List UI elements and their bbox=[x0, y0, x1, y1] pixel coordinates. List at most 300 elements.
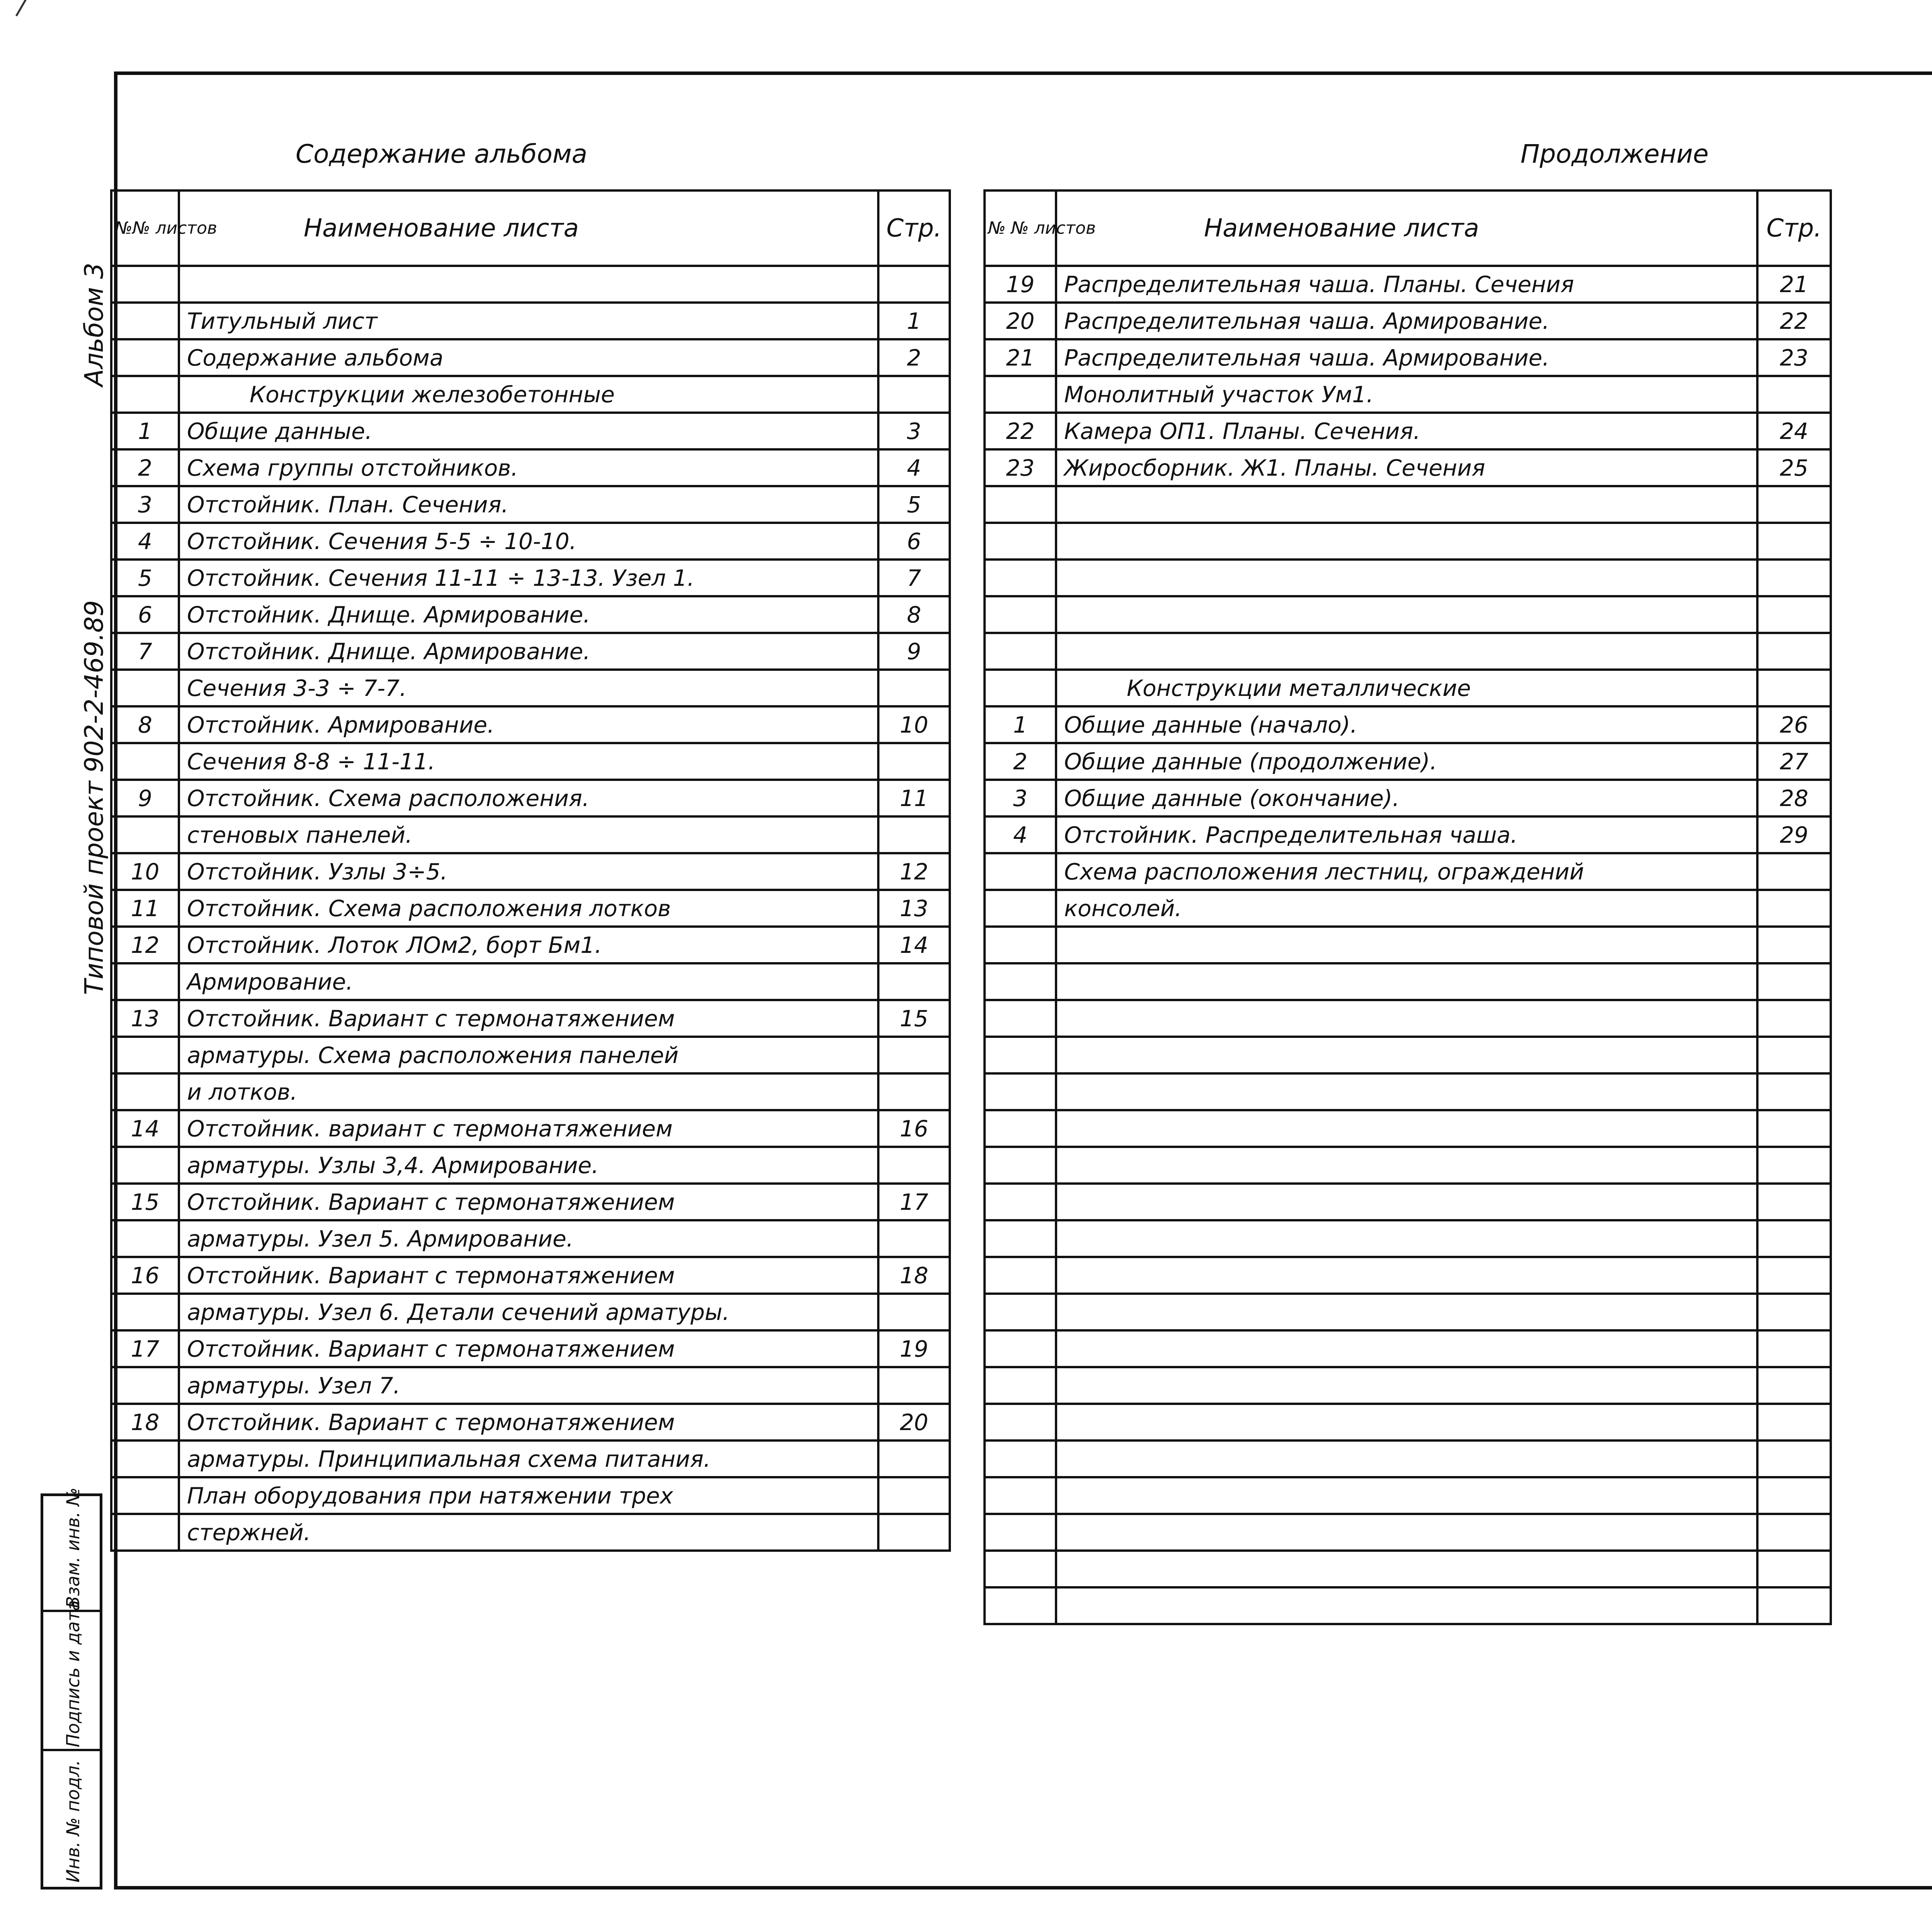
sheet-name-cell: Схема группы отстойников. bbox=[179, 449, 878, 486]
sheet-number-cell: 13 bbox=[111, 1000, 179, 1037]
page-number-cell bbox=[1757, 1294, 1831, 1330]
stamp-cell-replacement bbox=[43, 1487, 100, 1612]
table-row bbox=[985, 1551, 1831, 1587]
sheet-name-cell: арматуры. Схема расположения панелей bbox=[179, 1037, 878, 1073]
sheet-number-cell: 14 bbox=[111, 1110, 179, 1147]
page-number-cell bbox=[878, 743, 950, 780]
sheet-name-cell: Сечения 3-3 ÷ 7-7. bbox=[179, 670, 878, 706]
sheet-name-cell bbox=[1056, 596, 1757, 633]
sheet-name-cell: Отстойник. Вариант с термонатяжением bbox=[179, 1257, 878, 1294]
page-number-cell: 16 bbox=[878, 1110, 950, 1147]
sheet-number-cell: 20 bbox=[985, 303, 1056, 339]
sheet-number-cell bbox=[111, 1037, 179, 1073]
table-row bbox=[111, 853, 950, 890]
page-number-cell bbox=[878, 376, 950, 413]
sheet-number-cell bbox=[985, 1073, 1056, 1110]
table-row bbox=[111, 1220, 950, 1257]
page-number-cell: 6 bbox=[878, 523, 950, 560]
sheet-number-cell bbox=[985, 1330, 1056, 1367]
page-number-cell: 8 bbox=[878, 596, 950, 633]
sheet-number-cell: 21 bbox=[985, 339, 1056, 376]
table-row bbox=[985, 1404, 1831, 1440]
table-row bbox=[985, 1000, 1831, 1037]
sheet-name-cell: арматуры. Узлы 3,4. Армирование. bbox=[179, 1147, 878, 1184]
page-number-cell: 12 bbox=[878, 853, 950, 890]
page-number-cell bbox=[1757, 890, 1831, 927]
sheet-name-cell bbox=[1056, 1404, 1757, 1440]
sheet-number-cell bbox=[985, 523, 1056, 560]
sheet-name-cell: Отстойник. Вариант с термонатяжением bbox=[179, 1000, 878, 1037]
sheet-name-cell bbox=[1056, 1551, 1757, 1587]
sheet-number-cell bbox=[985, 596, 1056, 633]
sheet-number-cell bbox=[111, 743, 179, 780]
table-row bbox=[985, 339, 1831, 376]
sheet-name-cell bbox=[1056, 1073, 1757, 1110]
sheet-number-cell bbox=[111, 1073, 179, 1110]
table-row bbox=[985, 303, 1831, 339]
page-number-cell bbox=[1757, 1037, 1831, 1073]
sheet-name-cell bbox=[1056, 1330, 1757, 1367]
sheet-name-cell bbox=[1056, 1294, 1757, 1330]
page-number-cell bbox=[1757, 1551, 1831, 1587]
page-number-cell bbox=[1757, 1404, 1831, 1440]
table-row bbox=[111, 780, 950, 816]
sheet-name-cell: стеновых панелей. bbox=[179, 816, 878, 853]
sheet-number-cell: 4 bbox=[111, 523, 179, 560]
sheet-name-cell: Отстойник. Схема расположения лотков bbox=[179, 890, 878, 927]
sheet-number-cell bbox=[985, 1110, 1056, 1147]
page-number-cell bbox=[878, 1073, 950, 1110]
page-number-cell: 23 bbox=[1757, 339, 1831, 376]
table-row bbox=[111, 1514, 950, 1551]
page-number-cell: 29 bbox=[1757, 816, 1831, 853]
sheet-name-cell bbox=[1056, 1587, 1757, 1624]
sheet-number-cell bbox=[111, 1514, 179, 1551]
sheet-number-cell bbox=[985, 890, 1056, 927]
table-row bbox=[985, 1440, 1831, 1477]
sheet-number-cell bbox=[111, 1220, 179, 1257]
sheet-name-cell: Отстойник. Лоток ЛОм2, борт Бм1. bbox=[179, 927, 878, 963]
table-row bbox=[111, 816, 950, 853]
page-number-cell: 17 bbox=[878, 1184, 950, 1220]
sheet-number-cell: 17 bbox=[111, 1330, 179, 1367]
table-row bbox=[111, 890, 950, 927]
sheet-name-cell: арматуры. Узел 7. bbox=[179, 1367, 878, 1404]
sheet-number-cell bbox=[985, 1587, 1056, 1624]
page-number-cell bbox=[1757, 1257, 1831, 1294]
table-row bbox=[111, 413, 950, 449]
sheet-name-cell: Общие данные (начало). bbox=[1056, 706, 1757, 743]
page-number-cell bbox=[1757, 1220, 1831, 1257]
sheet-name-cell: Распределительная чаша. Армирование. bbox=[1056, 339, 1757, 376]
sheet-number-cell: 22 bbox=[985, 413, 1056, 449]
table-row bbox=[111, 1404, 950, 1440]
sheet-name-cell: Отстойник. Узлы 3÷5. bbox=[179, 853, 878, 890]
page-number-cell bbox=[1757, 1110, 1831, 1147]
page-number-cell bbox=[1757, 560, 1831, 596]
sheet-name-cell: Отстойник. вариант с термонатяжением bbox=[179, 1110, 878, 1147]
table-row bbox=[985, 780, 1831, 816]
right-table-title: Продолжение bbox=[1520, 139, 1709, 169]
table-row bbox=[985, 1147, 1831, 1184]
table-row bbox=[985, 706, 1831, 743]
page-number-cell: 27 bbox=[1757, 743, 1831, 780]
sheet-number-cell bbox=[985, 1037, 1056, 1073]
table-row bbox=[985, 266, 1831, 303]
table-row bbox=[111, 1257, 950, 1294]
sheet-number-cell: 11 bbox=[111, 890, 179, 927]
sheet-name-cell: арматуры. Узел 6. Детали сечений арматуры. bbox=[179, 1294, 878, 1330]
table-row bbox=[111, 1294, 950, 1330]
table-row bbox=[985, 596, 1831, 633]
table-row bbox=[985, 816, 1831, 853]
right-header-name: Наименование листа bbox=[1056, 190, 1757, 266]
table-row bbox=[985, 560, 1831, 596]
table-row bbox=[985, 927, 1831, 963]
sheet-name-cell: Распределительная чаша. Армирование. bbox=[1056, 303, 1757, 339]
sheet-number-cell bbox=[111, 266, 179, 303]
sheet-number-cell bbox=[985, 1404, 1056, 1440]
page-number-cell bbox=[878, 1477, 950, 1514]
sheet-number-cell: 3 bbox=[111, 486, 179, 523]
sheet-number-cell bbox=[111, 1147, 179, 1184]
page-number-cell: 24 bbox=[1757, 413, 1831, 449]
sheet-name-cell bbox=[1056, 1514, 1757, 1551]
sheet-number-cell bbox=[111, 1367, 179, 1404]
left-contents-table bbox=[110, 189, 951, 1552]
sheet-name-cell: Отстойник. Днище. Армирование. bbox=[179, 633, 878, 670]
table-row bbox=[111, 706, 950, 743]
sheet-name-cell: Отстойник. Сечения 5-5 ÷ 10-10. bbox=[179, 523, 878, 560]
page-number-cell: 2 bbox=[878, 339, 950, 376]
sheet-number-cell: 3 bbox=[985, 780, 1056, 816]
sheet-name-cell: Распределительная чаша. Планы. Сечения bbox=[1056, 266, 1757, 303]
sheet-number-cell bbox=[111, 1294, 179, 1330]
right-header-page: Стр. bbox=[1757, 190, 1831, 266]
table-row bbox=[111, 963, 950, 1000]
table-row bbox=[985, 1037, 1831, 1073]
left-header-page: Стр. bbox=[878, 190, 950, 266]
table-row bbox=[111, 1037, 950, 1073]
sheet-number-cell bbox=[985, 1367, 1056, 1404]
sheet-name-cell bbox=[1056, 1257, 1757, 1294]
sheet-name-cell bbox=[1056, 1220, 1757, 1257]
page-number-cell bbox=[1757, 1073, 1831, 1110]
stamp-cell-signature bbox=[43, 1600, 100, 1751]
table-row bbox=[111, 449, 950, 486]
sheet-number-cell bbox=[985, 1000, 1056, 1037]
sheet-number-cell: 15 bbox=[111, 1184, 179, 1220]
sheet-name-cell: Камера ОП1. Планы. Сечения. bbox=[1056, 413, 1757, 449]
corner-mark bbox=[15, 0, 31, 17]
sheet-number-cell: 1 bbox=[985, 706, 1056, 743]
sheet-name-cell bbox=[1056, 927, 1757, 963]
sheet-name-cell: Отстойник. Сечения 11-11 ÷ 13-13. Узел 1. bbox=[179, 560, 878, 596]
left-header-num: №№ листов bbox=[111, 190, 179, 266]
table-row bbox=[985, 376, 1831, 413]
page-number-cell bbox=[878, 1440, 950, 1477]
sheet-number-cell bbox=[985, 1184, 1056, 1220]
sheet-number-cell bbox=[985, 633, 1056, 670]
page-number-cell bbox=[1757, 1587, 1831, 1624]
table-row bbox=[111, 743, 950, 780]
sheet-name-cell bbox=[1056, 560, 1757, 596]
sheet-number-cell bbox=[985, 927, 1056, 963]
page-number-cell bbox=[878, 1147, 950, 1184]
sheet-name-cell bbox=[1056, 1037, 1757, 1073]
sheet-name-cell bbox=[1056, 1000, 1757, 1037]
sheet-number-cell bbox=[985, 963, 1056, 1000]
page-number-cell bbox=[878, 1294, 950, 1330]
sheet-name-cell: Общие данные (окончание). bbox=[1056, 780, 1757, 816]
page-number-cell bbox=[878, 266, 950, 303]
table-row bbox=[985, 1367, 1831, 1404]
sheet-number-cell bbox=[111, 376, 179, 413]
stamp-cell-inventory bbox=[43, 1751, 100, 1887]
sheet-number-cell: 23 bbox=[985, 449, 1056, 486]
table-row bbox=[985, 1514, 1831, 1551]
sheet-number-cell bbox=[985, 1147, 1056, 1184]
sheet-number-cell: 18 bbox=[111, 1404, 179, 1440]
stamp-label-inventory: Инв. № подл. bbox=[63, 1760, 83, 1883]
table-row bbox=[111, 927, 950, 963]
sheet-number-cell bbox=[985, 1477, 1056, 1514]
sheet-name-cell: Схема расположения лестниц, ограждений bbox=[1056, 853, 1757, 890]
table-row bbox=[111, 1073, 950, 1110]
right-contents-table bbox=[983, 189, 1832, 1625]
page-number-cell bbox=[1757, 1514, 1831, 1551]
left-header-name: Наименование листа bbox=[179, 190, 878, 266]
sheet-number-cell bbox=[111, 339, 179, 376]
page-number-cell: 15 bbox=[878, 1000, 950, 1037]
page-number-cell: 13 bbox=[878, 890, 950, 927]
table-row bbox=[111, 1330, 950, 1367]
sheet-name-cell: Конструкции железобетонные bbox=[179, 376, 878, 413]
sheet-number-cell: 1 bbox=[111, 413, 179, 449]
table-row bbox=[985, 1110, 1831, 1147]
table-row bbox=[985, 1073, 1831, 1110]
sheet-number-cell bbox=[985, 1514, 1056, 1551]
table-row bbox=[985, 890, 1831, 927]
sheet-name-cell: Отстойник. Вариант с термонатяжением bbox=[179, 1184, 878, 1220]
sheet-name-cell: арматуры. Принципиальная схема питания. bbox=[179, 1440, 878, 1477]
page-number-cell bbox=[1757, 963, 1831, 1000]
table-row bbox=[111, 1440, 950, 1477]
sheet-name-cell: арматуры. Узел 5. Армирование. bbox=[179, 1220, 878, 1257]
sheet-number-cell: 5 bbox=[111, 560, 179, 596]
project-label: Типовой проект 902-2-469.89 bbox=[79, 600, 109, 995]
sheet-name-cell: Отстойник. Армирование. bbox=[179, 706, 878, 743]
sheet-name-cell: Жиросборник. Ж1. Планы. Сечения bbox=[1056, 449, 1757, 486]
side-stamp bbox=[41, 1487, 102, 1889]
table-row bbox=[985, 1330, 1831, 1367]
sheet-name-cell bbox=[1056, 1477, 1757, 1514]
sheet-number-cell bbox=[985, 1551, 1056, 1587]
sheet-number-cell: 2 bbox=[985, 743, 1056, 780]
sheet-name-cell: Общие данные (продолжение). bbox=[1056, 743, 1757, 780]
sheet-name-cell: Сечения 8-8 ÷ 11-11. bbox=[179, 743, 878, 780]
sheet-name-cell bbox=[1056, 633, 1757, 670]
page-number-cell: 25 bbox=[1757, 449, 1831, 486]
page-number-cell bbox=[878, 816, 950, 853]
table-row bbox=[111, 376, 950, 413]
page-number-cell: 11 bbox=[878, 780, 950, 816]
sheet-number-cell bbox=[985, 670, 1056, 706]
page-number-cell: 26 bbox=[1757, 706, 1831, 743]
page-number-cell bbox=[1757, 1330, 1831, 1367]
table-row bbox=[985, 1587, 1831, 1624]
table-row bbox=[985, 1477, 1831, 1514]
stamp-label-replacement: Взам. инв. № bbox=[63, 1487, 83, 1608]
table-row bbox=[985, 1257, 1831, 1294]
page-number-cell bbox=[1757, 1000, 1831, 1037]
page-number-cell bbox=[878, 963, 950, 1000]
page-number-cell bbox=[878, 1037, 950, 1073]
sheet-number-cell bbox=[985, 486, 1056, 523]
sheet-name-cell: Отстойник. Распределительная чаша. bbox=[1056, 816, 1757, 853]
sheet-number-cell bbox=[111, 670, 179, 706]
sheet-name-cell bbox=[1056, 1440, 1757, 1477]
page-number-cell: 22 bbox=[1757, 303, 1831, 339]
table-row bbox=[111, 670, 950, 706]
page-number-cell bbox=[1757, 1367, 1831, 1404]
album-label: Альбом 3 bbox=[79, 262, 109, 386]
page-number-cell: 5 bbox=[878, 486, 950, 523]
page-number-cell bbox=[1757, 853, 1831, 890]
sheet-name-cell: Отстойник. Вариант с термонатяжением bbox=[179, 1330, 878, 1367]
page-number-cell bbox=[1757, 1184, 1831, 1220]
page-number-cell: 7 bbox=[878, 560, 950, 596]
page-number-cell bbox=[1757, 1440, 1831, 1477]
sheet-number-cell: 9 bbox=[111, 780, 179, 816]
sheet-name-cell bbox=[1056, 963, 1757, 1000]
sheet-name-cell bbox=[1056, 1184, 1757, 1220]
table-row bbox=[111, 303, 950, 339]
page-number-cell: 18 bbox=[878, 1257, 950, 1294]
sheet-name-cell: Отстойник. Днище. Армирование. bbox=[179, 596, 878, 633]
table-row bbox=[985, 743, 1831, 780]
sheet-name-cell: Монолитный участок Ум1. bbox=[1056, 376, 1757, 413]
page-number-cell bbox=[878, 670, 950, 706]
table-row bbox=[985, 1220, 1831, 1257]
sheet-name-cell bbox=[179, 266, 878, 303]
sheet-name-cell bbox=[1056, 1367, 1757, 1404]
page-number-cell bbox=[1757, 670, 1831, 706]
sheet-number-cell bbox=[111, 963, 179, 1000]
sheet-number-cell bbox=[985, 1257, 1056, 1294]
page-number-cell bbox=[878, 1367, 950, 1404]
table-row bbox=[985, 963, 1831, 1000]
sheet-name-cell: Титульный лист bbox=[179, 303, 878, 339]
sheet-number-cell: 19 bbox=[985, 266, 1056, 303]
table-row bbox=[111, 1147, 950, 1184]
sheet-name-cell: Общие данные. bbox=[179, 413, 878, 449]
sheet-number-cell bbox=[111, 303, 179, 339]
sheet-name-cell: и лотков. bbox=[179, 1073, 878, 1110]
table-row bbox=[111, 1000, 950, 1037]
page-number-cell bbox=[1757, 1477, 1831, 1514]
page-number-cell bbox=[1757, 376, 1831, 413]
sheet-number-cell: 16 bbox=[111, 1257, 179, 1294]
table-row bbox=[111, 1110, 950, 1147]
table-row bbox=[985, 633, 1831, 670]
sheet-name-cell: Отстойник. Вариант с термонатяжением bbox=[179, 1404, 878, 1440]
sheet-name-cell: Конструкции металлические bbox=[1056, 670, 1757, 706]
sheet-number-cell: 7 bbox=[111, 633, 179, 670]
sheet-name-cell: План оборудования при натяжении трех bbox=[179, 1477, 878, 1514]
page-number-cell: 3 bbox=[878, 413, 950, 449]
sheet-number-cell: 10 bbox=[111, 853, 179, 890]
table-row bbox=[111, 560, 950, 596]
page-number-cell: 9 bbox=[878, 633, 950, 670]
sheet-number-cell: 6 bbox=[111, 596, 179, 633]
sheet-name-cell: консолей. bbox=[1056, 890, 1757, 927]
left-table-title: Содержание альбома bbox=[296, 139, 587, 169]
sheet-name-cell: Отстойник. План. Сечения. bbox=[179, 486, 878, 523]
sheet-name-cell: Отстойник. Схема расположения. bbox=[179, 780, 878, 816]
page-number-cell: 28 bbox=[1757, 780, 1831, 816]
page-number-cell bbox=[1757, 633, 1831, 670]
table-row bbox=[111, 1367, 950, 1404]
sheet-name-cell bbox=[1056, 1147, 1757, 1184]
sheet-name-cell: Содержание альбома bbox=[179, 339, 878, 376]
sheet-number-cell bbox=[111, 1440, 179, 1477]
sheet-name-cell: Армирование. bbox=[179, 963, 878, 1000]
page-number-cell bbox=[878, 1514, 950, 1551]
sheet-number-cell bbox=[111, 1477, 179, 1514]
sheet-number-cell bbox=[985, 560, 1056, 596]
sheet-number-cell: 4 bbox=[985, 816, 1056, 853]
page-number-cell: 1 bbox=[878, 303, 950, 339]
table-row bbox=[985, 853, 1831, 890]
sheet-name-cell: стержней. bbox=[179, 1514, 878, 1551]
table-row bbox=[111, 633, 950, 670]
table-row bbox=[111, 1184, 950, 1220]
sheet-number-cell: 2 bbox=[111, 449, 179, 486]
right-header-num: № № листов bbox=[985, 190, 1056, 266]
page-number-cell bbox=[1757, 927, 1831, 963]
sheet-number-cell bbox=[985, 1294, 1056, 1330]
page-number-cell bbox=[1757, 1147, 1831, 1184]
stamp-label-signature: Подпись и дата bbox=[63, 1600, 83, 1747]
table-row bbox=[985, 523, 1831, 560]
page-number-cell bbox=[1757, 523, 1831, 560]
sheet-name-cell bbox=[1056, 486, 1757, 523]
sheet-number-cell bbox=[985, 376, 1056, 413]
page-number-cell: 10 bbox=[878, 706, 950, 743]
page-number-cell: 4 bbox=[878, 449, 950, 486]
page-number-cell bbox=[1757, 486, 1831, 523]
sheet-name-cell bbox=[1056, 1110, 1757, 1147]
page-number-cell: 19 bbox=[878, 1330, 950, 1367]
table-row bbox=[985, 670, 1831, 706]
table-row bbox=[111, 1477, 950, 1514]
sheet-number-cell bbox=[985, 1220, 1056, 1257]
sheet-number-cell bbox=[985, 1440, 1056, 1477]
sheet-number-cell bbox=[111, 816, 179, 853]
page-number-cell: 14 bbox=[878, 927, 950, 963]
page-number-cell bbox=[878, 1220, 950, 1257]
table-row bbox=[985, 449, 1831, 486]
sheet-number-cell: 12 bbox=[111, 927, 179, 963]
table-row bbox=[111, 596, 950, 633]
sheet-name-cell bbox=[1056, 523, 1757, 560]
table-row bbox=[111, 486, 950, 523]
sheet-number-cell: 8 bbox=[111, 706, 179, 743]
table-row bbox=[985, 1184, 1831, 1220]
table-row bbox=[985, 1294, 1831, 1330]
page-number-cell: 20 bbox=[878, 1404, 950, 1440]
